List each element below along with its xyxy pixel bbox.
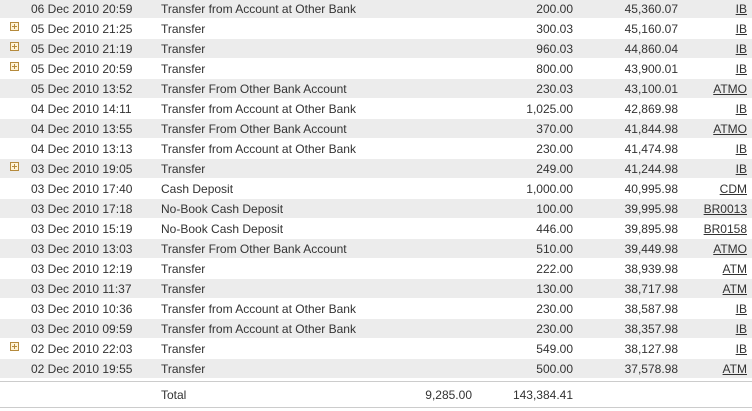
transaction-balance: 45,360.07	[624, 2, 678, 16]
transaction-balance: 39,895.98	[624, 222, 678, 236]
transaction-row	[0, 319, 752, 339]
expand-plus-icon[interactable]	[10, 342, 19, 351]
transaction-description: Transfer From Other Bank Account	[161, 82, 347, 96]
channel-cell	[690, 279, 747, 299]
transaction-balance: 38,939.98	[624, 262, 678, 276]
transaction-amount: 370.00	[536, 122, 573, 136]
transaction-description: Transfer	[161, 262, 206, 276]
transaction-row	[0, 239, 752, 259]
transaction-row	[0, 19, 752, 39]
transaction-row	[0, 0, 752, 19]
transaction-row	[0, 299, 752, 319]
transaction-amount: 230.00	[536, 322, 573, 336]
expand-cell	[10, 139, 22, 159]
transaction-row	[0, 39, 752, 59]
channel-link[interactable]: ATM	[722, 262, 747, 276]
channel-cell	[690, 59, 747, 79]
channel-link[interactable]: IB	[735, 302, 747, 316]
expand-plus-icon[interactable]	[10, 162, 19, 171]
expand-cell	[10, 279, 22, 299]
transaction-description: Transfer from Account at Other Bank	[161, 302, 356, 316]
expand-cell	[10, 339, 22, 359]
channel-cell	[690, 239, 747, 259]
transaction-row	[0, 119, 752, 139]
channel-cell	[690, 119, 747, 139]
transaction-amount: 1,025.00	[526, 102, 573, 116]
transaction-description: Transfer From Other Bank Account	[161, 122, 347, 136]
transaction-description: No-Book Cash Deposit	[161, 202, 284, 216]
transaction-row	[0, 59, 752, 79]
transaction-balance: 39,449.98	[624, 242, 678, 256]
transaction-amount: 549.00	[536, 342, 573, 356]
transaction-description: Cash Deposit	[161, 182, 234, 196]
transaction-amount: 100.00	[536, 202, 573, 216]
expand-plus-icon[interactable]	[10, 22, 19, 31]
expand-cell	[10, 219, 22, 239]
transaction-date: 05 Dec 2010 20:59	[31, 62, 133, 76]
transaction-description: Transfer from Account at Other Bank	[161, 102, 356, 116]
expand-cell	[10, 359, 22, 379]
channel-cell	[690, 359, 747, 379]
transaction-amount: 200.00	[536, 2, 573, 16]
transaction-row	[0, 139, 752, 159]
expand-cell	[10, 79, 22, 99]
expand-cell	[10, 119, 22, 139]
expand-cell	[10, 159, 22, 179]
transaction-balance: 38,357.98	[624, 322, 678, 336]
expand-cell	[10, 39, 22, 59]
channel-link[interactable]: ATMO	[713, 82, 747, 96]
channel-link[interactable]: ATMO	[713, 122, 747, 136]
channel-link[interactable]: IB	[735, 142, 747, 156]
transaction-amount: 500.00	[536, 362, 573, 376]
transaction-amount: 1,000.00	[526, 182, 573, 196]
total-label: Total	[161, 388, 187, 402]
transaction-balance: 41,244.98	[624, 162, 678, 176]
channel-link[interactable]: ATMO	[713, 242, 747, 256]
transaction-row	[0, 179, 752, 199]
expand-cell	[10, 239, 22, 259]
channel-link[interactable]: IB	[735, 322, 747, 336]
channel-cell	[690, 299, 747, 319]
transaction-amount: 960.03	[536, 42, 573, 56]
expand-cell	[10, 59, 22, 79]
expand-cell	[10, 99, 22, 119]
transaction-row	[0, 199, 752, 219]
channel-cell	[690, 99, 747, 119]
channel-link[interactable]: ATM	[722, 282, 747, 296]
transaction-description: Transfer from Account at Other Bank	[161, 142, 356, 156]
channel-link[interactable]: IB	[735, 62, 747, 76]
transaction-date: 03 Dec 2010 09:59	[31, 322, 133, 336]
transaction-amount: 230.00	[536, 302, 573, 316]
expand-cell	[10, 299, 22, 319]
transaction-description: Transfer	[161, 342, 206, 356]
transaction-balance: 38,127.98	[624, 342, 678, 356]
channel-link[interactable]: IB	[735, 162, 747, 176]
channel-link[interactable]: BR0013	[703, 202, 747, 216]
transaction-description: Transfer	[161, 62, 206, 76]
transaction-balance: 45,160.07	[624, 22, 678, 36]
channel-cell	[690, 39, 747, 59]
transaction-date: 04 Dec 2010 13:13	[31, 142, 133, 156]
transaction-balance: 42,869.98	[624, 102, 678, 116]
channel-cell	[690, 19, 747, 39]
transaction-row	[0, 339, 752, 359]
transaction-balance: 38,717.98	[624, 282, 678, 296]
channel-link[interactable]: IB	[735, 102, 747, 116]
transaction-description: Transfer from Account at Other Bank	[161, 322, 356, 336]
channel-link[interactable]: BR0158	[703, 222, 747, 236]
transaction-date: 06 Dec 2010 20:59	[31, 2, 133, 16]
expand-cell	[10, 0, 22, 19]
channel-link[interactable]: IB	[735, 342, 747, 356]
transaction-balance: 44,860.04	[624, 42, 678, 56]
transaction-description: Transfer From Other Bank Account	[161, 242, 347, 256]
transaction-date: 02 Dec 2010 22:03	[31, 342, 133, 356]
channel-cell	[690, 79, 747, 99]
transaction-date: 05 Dec 2010 21:19	[31, 42, 133, 56]
transaction-description: Transfer	[161, 42, 206, 56]
transaction-description: Transfer	[161, 22, 206, 36]
transaction-description: Transfer	[161, 282, 206, 296]
transaction-date: 03 Dec 2010 15:19	[31, 222, 133, 236]
transaction-description: Transfer	[161, 362, 206, 376]
transaction-row	[0, 259, 752, 279]
transaction-row	[0, 279, 752, 299]
channel-link[interactable]: IB	[735, 42, 747, 56]
channel-cell	[690, 259, 747, 279]
transaction-description: Transfer from Account at Other Bank	[161, 2, 356, 16]
channel-cell	[690, 219, 747, 239]
channel-cell	[690, 179, 747, 199]
transaction-row	[0, 159, 752, 179]
transaction-date: 04 Dec 2010 14:11	[31, 102, 132, 116]
transaction-date: 03 Dec 2010 17:18	[31, 202, 133, 216]
channel-cell	[690, 0, 747, 19]
transaction-description: No-Book Cash Deposit	[161, 222, 284, 236]
transaction-date: 05 Dec 2010 13:52	[31, 82, 133, 96]
transaction-row	[0, 359, 752, 379]
transaction-date: 03 Dec 2010 10:36	[31, 302, 133, 316]
transaction-amount: 222.00	[536, 262, 573, 276]
channel-cell	[690, 319, 747, 339]
transaction-amount: 230.00	[536, 142, 573, 156]
transaction-date: 03 Dec 2010 12:19	[31, 262, 133, 276]
transaction-description: Transfer	[161, 162, 206, 176]
transaction-date: 04 Dec 2010 13:55	[31, 122, 133, 136]
total-amount: 9,285.00	[425, 388, 472, 402]
total-balance: 143,384.41	[512, 388, 573, 402]
transaction-date: 03 Dec 2010 19:05	[31, 162, 133, 176]
transaction-amount: 300.03	[536, 22, 573, 36]
expand-cell	[10, 19, 22, 39]
transaction-amount: 230.03	[536, 82, 573, 96]
transaction-amount: 130.00	[536, 282, 573, 296]
expand-plus-icon[interactable]	[10, 62, 19, 71]
transaction-balance: 39,995.98	[624, 202, 678, 216]
total-row	[0, 381, 752, 408]
channel-cell	[690, 199, 747, 219]
channel-link[interactable]: IB	[735, 2, 747, 16]
transaction-balance: 43,900.01	[624, 62, 678, 76]
channel-link[interactable]: CDM	[719, 182, 747, 196]
expand-cell	[10, 179, 22, 199]
transaction-row	[0, 219, 752, 239]
channel-cell	[690, 159, 747, 179]
transaction-date: 03 Dec 2010 11:37	[31, 282, 132, 296]
channel-cell	[690, 139, 747, 159]
transaction-row	[0, 99, 752, 119]
transaction-balance: 37,578.98	[624, 362, 678, 376]
transaction-amount: 800.00	[536, 62, 573, 76]
expand-plus-icon[interactable]	[10, 42, 19, 51]
transaction-amount: 446.00	[536, 222, 573, 236]
transaction-date: 05 Dec 2010 21:25	[31, 22, 133, 36]
channel-link[interactable]: ATM	[722, 362, 747, 376]
transaction-balance: 41,844.98	[624, 122, 678, 136]
transaction-date: 03 Dec 2010 17:40	[31, 182, 133, 196]
transaction-row	[0, 79, 752, 99]
transaction-date: 03 Dec 2010 13:03	[31, 242, 133, 256]
transaction-amount: 249.00	[536, 162, 573, 176]
transaction-amount: 510.00	[536, 242, 573, 256]
expand-cell	[10, 259, 22, 279]
transaction-balance: 38,587.98	[624, 302, 678, 316]
expand-cell	[10, 319, 22, 339]
transaction-balance: 41,474.98	[624, 142, 678, 156]
transaction-balance: 43,100.01	[624, 82, 678, 96]
expand-cell	[10, 199, 22, 219]
transaction-balance: 40,995.98	[624, 182, 678, 196]
transaction-date: 02 Dec 2010 19:55	[31, 362, 133, 376]
channel-cell	[690, 339, 747, 359]
channel-link[interactable]: IB	[735, 22, 747, 36]
